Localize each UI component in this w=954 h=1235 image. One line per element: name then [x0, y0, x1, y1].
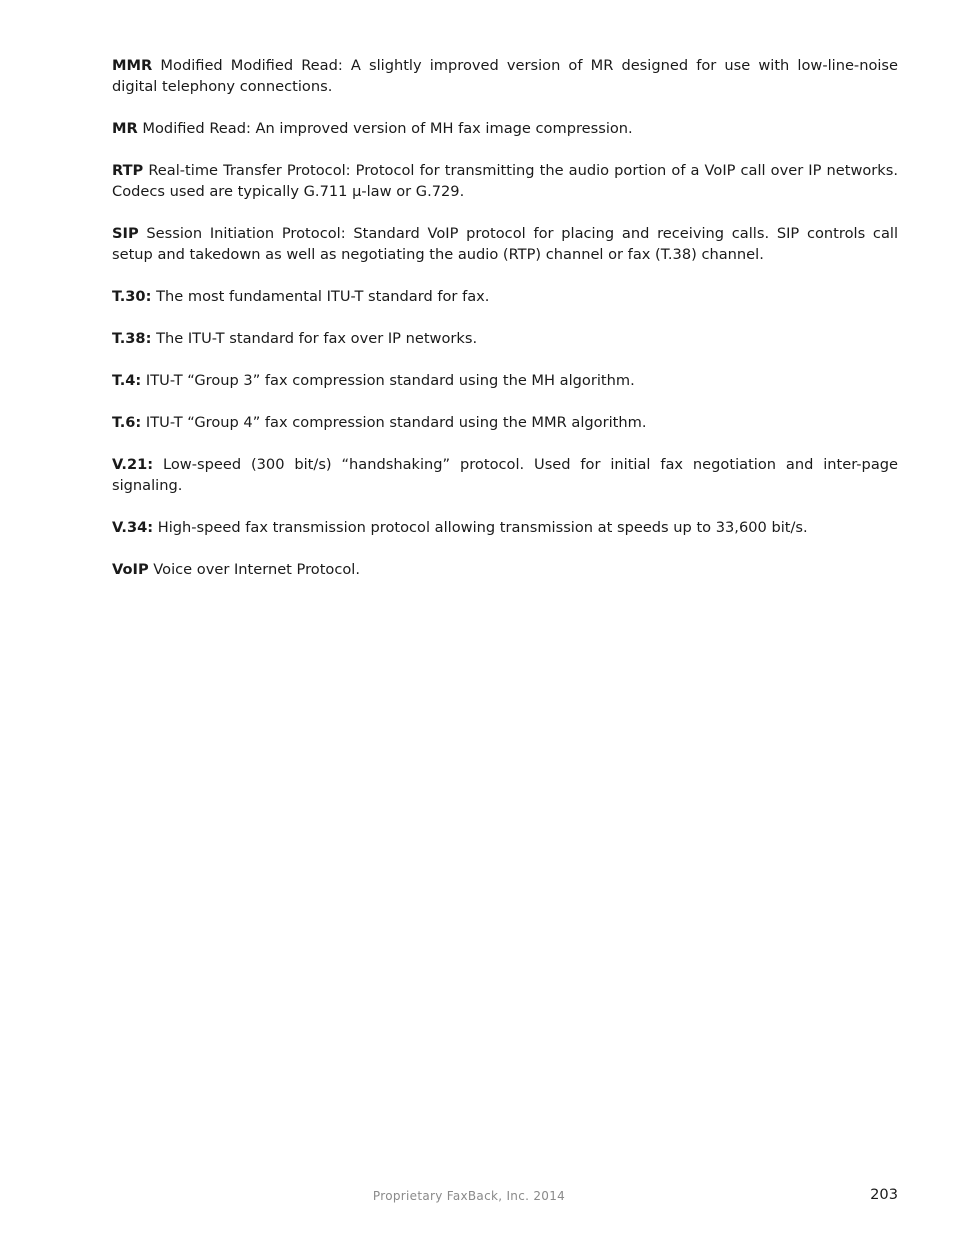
glossary-definition: Modified Read: An improved version of MH fax image compression.	[142, 120, 633, 137]
glossary-definition: ITU-T “Group 4” fax compression standard using the MMR algorithm.	[145, 414, 647, 431]
glossary-definition: High-speed fax transmission protocol allowing transmission at speeds up to 33,600 bit/s.	[157, 519, 808, 536]
glossary-definition: The ITU-T standard for fax over IP networks.	[156, 330, 478, 347]
glossary-entry-rtp	[112, 160, 898, 202]
glossary-definition: ITU-T “Group 3” fax compression standard using the MH algorithm.	[145, 372, 635, 389]
glossary-term: SIP	[112, 225, 139, 242]
glossary-term: T.4:	[112, 372, 142, 389]
glossary-term: T.38:	[112, 330, 152, 347]
glossary-entry-sip	[112, 223, 898, 265]
glossary-list	[112, 55, 898, 601]
glossary-definition: Session Initiation Protocol: Standard VoIP protocol for placing and receiving calls. SIP controls call setup and takedown as well as negotiating the audio (RTP) channel or fax (T.38) channel.	[112, 225, 899, 263]
glossary-entry-t6	[112, 412, 898, 433]
glossary-definition: Low-speed (300 bit/s) “handshaking” protocol. Used for initial fax negotiation and inter-page signaling.	[112, 456, 899, 494]
glossary-entry-voip	[112, 559, 898, 580]
glossary-entry-mr	[112, 118, 898, 139]
footer-copyright: Proprietary FaxBack, Inc. 2014	[372, 1189, 566, 1203]
glossary-term: RTP	[112, 162, 144, 179]
glossary-entry-mmr	[112, 55, 898, 97]
glossary-definition: Modified Modified Read: A slightly improved version of MR designed for use with low-line-noise digital telephony connections.	[112, 57, 899, 95]
glossary-term: T.30:	[112, 288, 152, 305]
glossary-definition: The most fundamental ITU-T standard for fax.	[156, 288, 490, 305]
glossary-term: V.21:	[112, 456, 154, 473]
glossary-term: VoIP	[112, 561, 149, 578]
glossary-term: V.34:	[112, 519, 154, 536]
glossary-term: T.6:	[112, 414, 142, 431]
page-number: 203	[870, 1186, 898, 1203]
glossary-entry-v21	[112, 454, 898, 496]
glossary-term: MMR	[112, 57, 153, 74]
glossary-definition: Voice over Internet Protocol.	[153, 561, 360, 578]
glossary-term: MR	[112, 120, 138, 137]
glossary-entry-t4	[112, 370, 898, 391]
glossary-entry-t38	[112, 328, 898, 349]
glossary-entry-t30	[112, 286, 898, 307]
glossary-definition: Real-time Transfer Protocol: Protocol for transmitting the audio portion of a VoIP call over IP networks. Codecs used are typically G.711 µ-law or G.729.	[112, 162, 899, 200]
glossary-entry-v34	[112, 517, 898, 538]
